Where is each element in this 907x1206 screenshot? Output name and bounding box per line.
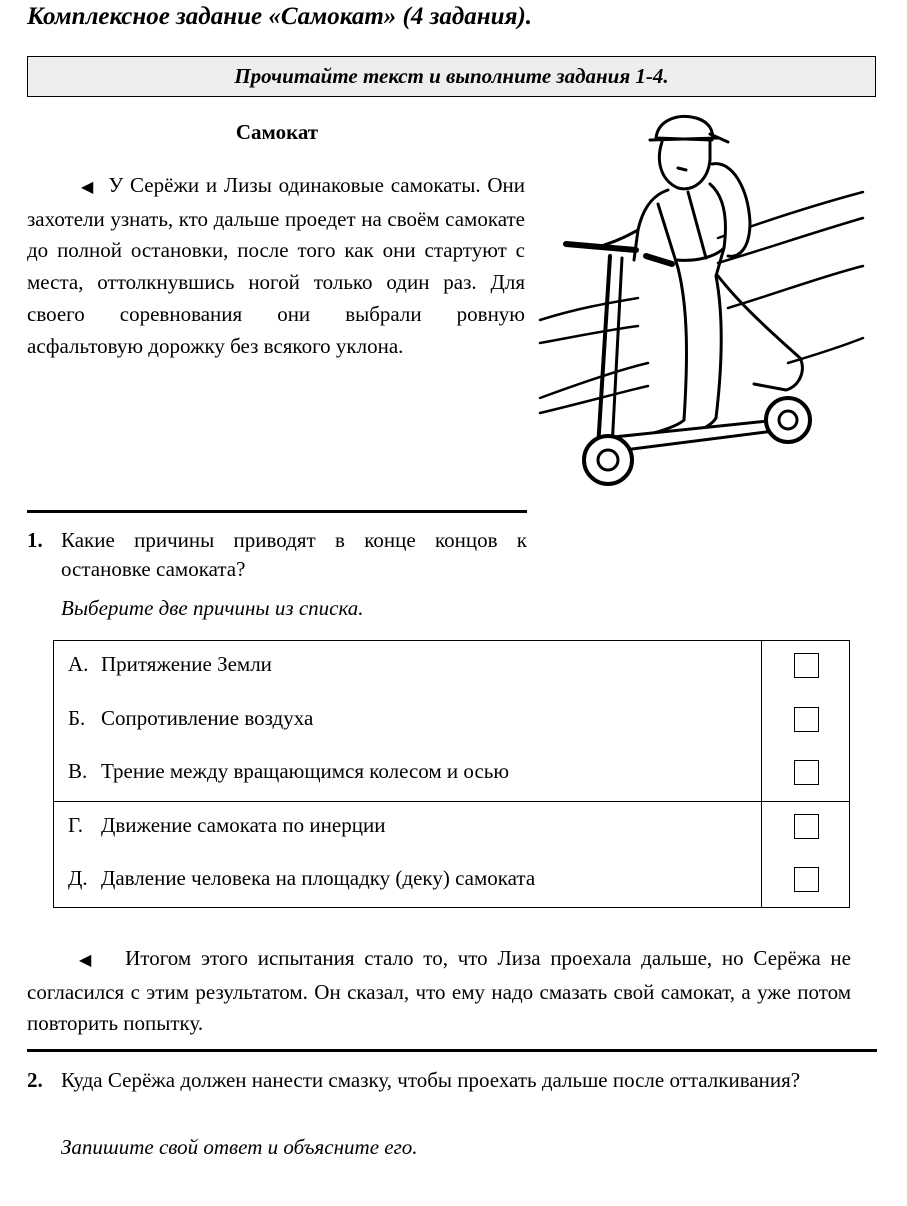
option-row-v [54,748,849,802]
section-rule-1 [27,510,527,513]
paragraph-1-text: У Серёжи и Лизы одинаковые самокаты. Они захотели узнать, кто дальше проедет на своём самокате до полной остановки, после того как они стартуют с места, оттолкнувшись ногой только один раз. Для своего соревнования они выбрали ровную асфальтовую дорожку без всякого уклона. [27,173,526,358]
option-row-b [54,695,849,749]
option-a-checkbox[interactable] [794,653,819,678]
option-letter: Д. [68,866,88,890]
text-paragraph-1 [27,170,525,362]
text-paragraph-2 [27,943,851,1040]
option-row-d [54,855,849,909]
instruction-text: Прочитайте текст и выполните задания 1-4. [234,64,669,88]
option-row-g [54,802,849,856]
question-1-text: Какие причины приводят в конце концов к остановке самоката? [61,528,527,581]
option-d-checkbox[interactable] [794,867,819,892]
question-1-number: 1. [27,528,43,552]
option-b-checkbox[interactable] [794,707,819,732]
option-text: Притяжение Земли [101,652,272,676]
question-2-hint: Запишите свой ответ и объясните его. [61,1135,418,1159]
option-letter: А. [68,652,89,676]
option-text: Движение самоката по инерции [101,813,386,837]
road-lines [540,192,863,413]
option-text: Сопротивление воздуха [101,706,314,730]
text-title: Самокат [235,120,319,144]
scooter-boy-illustration [538,108,868,493]
option-letter: В. [68,759,88,783]
option-letter: Б. [68,706,86,730]
answer-options-table [53,640,850,908]
instruction-banner [27,56,876,97]
option-row-a [54,641,849,695]
option-v-checkbox[interactable] [794,760,819,785]
question-2-number: 2. [27,1068,43,1092]
option-g-checkbox[interactable] [794,814,819,839]
paragraph-2-text: Итогом этого испытания стало то, что Лиза проехала дальше, но Серёжа не согласился с этим результатом. Он сказал, что ему надо смазать свой самокат, а уже потом повторить попытку. [27,946,851,1035]
paragraph-marker-icon: ◀ [81,179,95,196]
paragraph-marker-icon: ◀ [79,952,96,969]
question-2-text: Куда Серёжа должен нанести смазку, чтобы проехать дальше после отталкивания? [61,1068,801,1092]
page-title: Комплексное задание «Самокат» (4 задания). [27,3,533,30]
option-letter: Г. [68,813,84,837]
option-text: Давление человека на площадку (деку) самоката [101,866,536,890]
question-1-hint: Выберите две причины из списка. [61,596,364,620]
option-text: Трение между вращающимся колесом и осью [101,759,510,783]
section-rule-2 [27,1049,877,1052]
